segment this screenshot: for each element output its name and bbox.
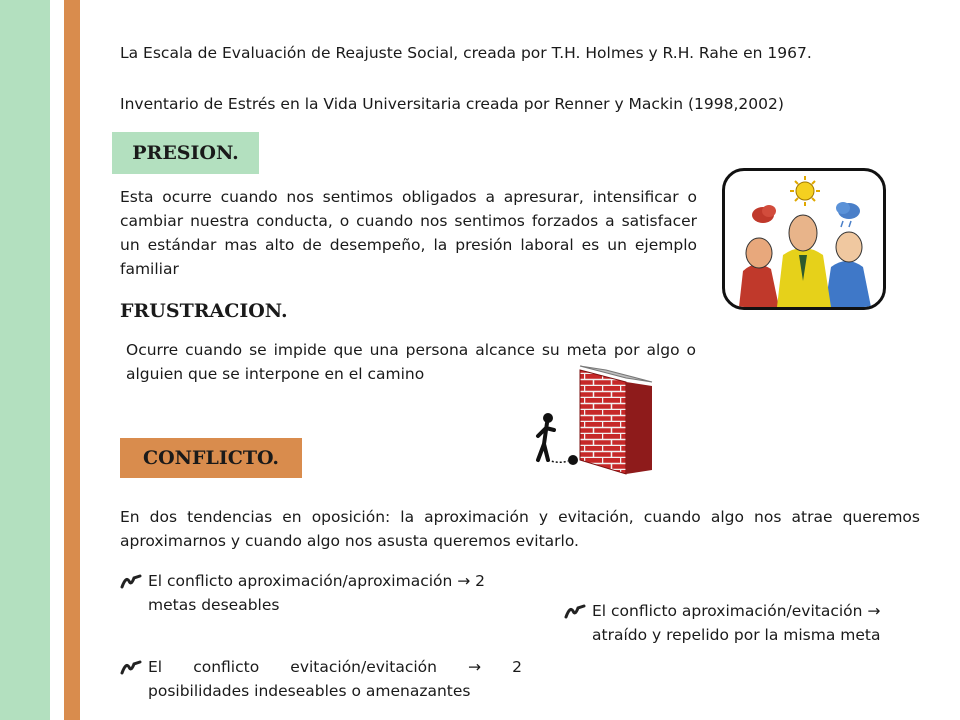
list-item	[564, 599, 924, 647]
swoosh-bullet-icon	[564, 602, 586, 620]
frustracion-heading: FRUSTRACION.	[120, 300, 288, 322]
brick-wall-illustration	[530, 362, 665, 477]
swoosh-bullet-icon	[120, 572, 142, 590]
ball-and-chain-icon	[548, 455, 578, 465]
intro-line-2: Inventario de Estrés en la Vida Universitaria creada por Renner y Mackin (1998,2002)	[120, 95, 784, 113]
stressed-people-illustration	[722, 168, 886, 310]
frustracion-text: Ocurre cuando se impide que una persona alcance su meta por algo o alguien que se interpone en el camino	[126, 341, 696, 383]
bullet-text: El conflicto aproximación/evitación → atraído y repelido por la misma meta	[592, 602, 881, 644]
left-green-bar	[0, 0, 50, 720]
blue-man-figure	[825, 232, 871, 307]
people-clipart	[725, 171, 883, 307]
yellow-man-figure	[777, 215, 831, 307]
stick-figure	[538, 413, 554, 460]
red-man-figure	[739, 238, 779, 307]
bullet-text: El conflicto evitación/evitación → 2 posibilidades indeseables o amenazantes	[148, 658, 522, 700]
blue-cloud-icon	[836, 202, 860, 227]
wall-front	[580, 370, 626, 474]
red-cloud-icon	[752, 205, 776, 223]
left-orange-bar	[64, 0, 80, 720]
conflicto-heading: CONFLICTO.	[120, 438, 302, 478]
list-item	[120, 655, 522, 703]
conflicto-text: En dos tendencias en oposición: la aproximación y evitación, cuando algo nos atrae queremos aproximarnos y cuando algo nos asusta queremos evitarlo.	[120, 508, 920, 550]
intro-line-1: La Escala de Evaluación de Reajuste Social, creada por T.H. Holmes y R.H. Rahe en 1967.	[120, 44, 812, 62]
swoosh-bullet-icon	[120, 658, 142, 676]
list-item	[120, 569, 520, 617]
wall-side	[626, 382, 652, 474]
presion-text: Esta ocurre cuando nos sentimos obligados a apresurar, intensificar o cambiar nuestra conducta, o cuando nos sentimos forzados a satisfacer un estándar mas alto de desempeño, la presión laboral es un ejemplo familiar	[120, 188, 697, 278]
sun-icon	[790, 176, 820, 206]
bullet-text: El conflicto aproximación/aproximación → 2 metas deseables	[148, 572, 486, 614]
presion-heading: PRESION.	[112, 132, 259, 174]
